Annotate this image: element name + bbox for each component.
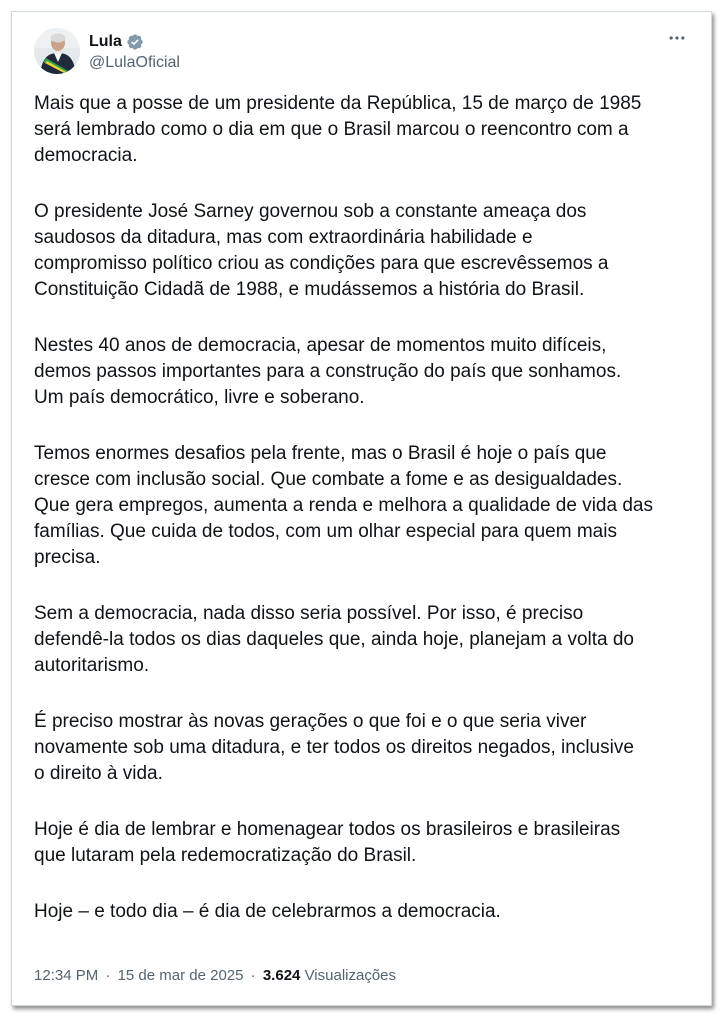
author-names — [89, 31, 180, 72]
avatar-image — [34, 28, 80, 74]
avatar[interactable] — [34, 28, 80, 74]
display-name[interactable]: Lula — [89, 32, 122, 50]
tweet-paragraph: Hoje – e todo dia – é dia de celebrarmos a democracia. — [34, 901, 501, 922]
tweet-text — [34, 91, 694, 925]
tweet-paragraph: O presidente José Sarney governou sob a constante ameaça dos saudosos da ditadura, mas com extraordinária habilidade e compromisso político criou as condições para que escrevêssemos a Constituição Cidadã de 1988, e mudássemos a história do Brasil. — [34, 201, 609, 300]
tweet-date[interactable]: 15 de mar de 2025 — [117, 967, 244, 984]
tweet-paragraph: Nestes 40 anos de democracia, apesar de momentos muito difíceis, demos passos importantes para a construção do país que sonhamos. Um país democrático, livre e soberano. — [34, 335, 622, 408]
tweet-paragraph: Temos enormes desafios pela frente, mas o Brasil é hoje o país que cresce com inclusão social. Que combate a fome e as desigualdades. Que gera empregos, aumenta a renda e melhora a qualidade de vida das famílias. Que cuida de todos, com um olhar especial para quem mais precisa. — [34, 443, 653, 568]
meta-separator: · — [105, 967, 111, 984]
more-horizontal-icon — [667, 28, 687, 48]
tweet-header — [34, 26, 180, 76]
name-row — [89, 31, 180, 53]
tweet-paragraph: Mais que a posse de um presidente da República, 15 de março de 1985 será lembrado como o dia em que o Brasil marcou o reencontro com a democracia. — [34, 93, 642, 166]
tweet-paragraph: Hoje é dia de lembrar e homenagear todos os brasileiros e brasileiras que lutaram pela redemocratização do Brasil. — [34, 819, 621, 866]
author-handle[interactable]: @LulaOficial — [89, 53, 180, 71]
tweet-time[interactable]: 12:34 PM — [34, 967, 99, 984]
tweet-card — [11, 11, 712, 1006]
verified-badge-icon — [126, 33, 144, 51]
tweet-meta — [34, 967, 396, 984]
tweet-paragraph: É preciso mostrar às novas gerações o que foi e o que seria viver novamente sob uma ditadura, e ter todos os direitos negados, inclusive o direito à vida. — [34, 711, 634, 784]
views-count[interactable]: 3.624 — [262, 967, 301, 984]
tweet-paragraph: Sem a democracia, nada disso seria possível. Por isso, é preciso defendê-la todos os dias daqueles que, ainda hoje, planejam a volta do autoritarismo. — [34, 603, 634, 676]
meta-separator: · — [250, 967, 256, 984]
views-label[interactable]: Visualizações — [304, 967, 397, 984]
more-options-button[interactable] — [665, 26, 689, 50]
